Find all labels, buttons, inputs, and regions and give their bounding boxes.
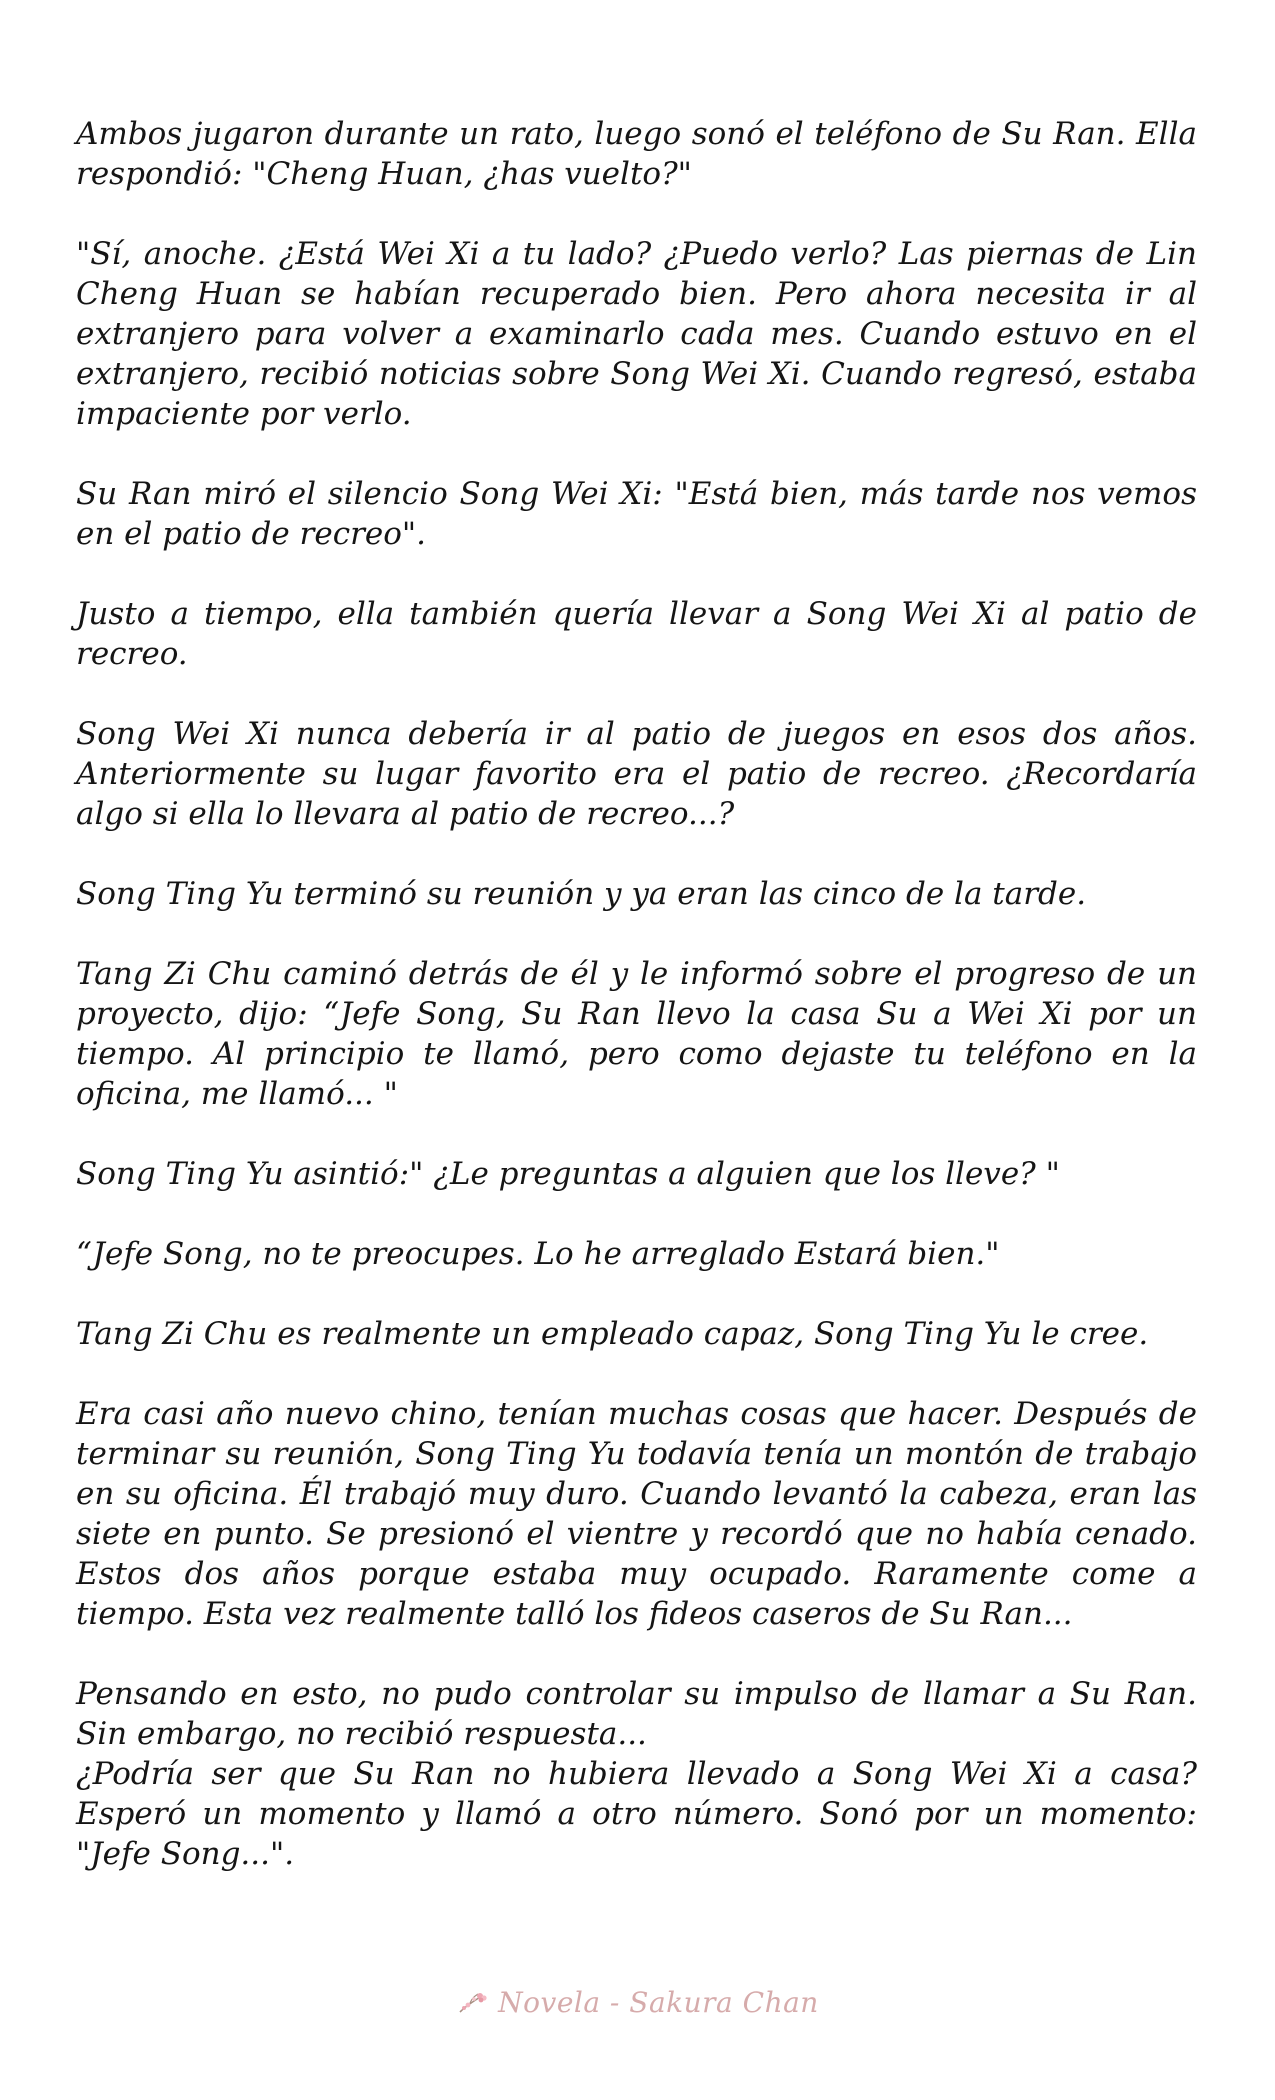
paragraph: Song Wei Xi nunca debería ir al patio de juegos en esos dos años. Anteriormente su lugar favorito era el patio de recreo. ¿Recordaría algo si ella lo llevara al patio de recreo...? — [76, 716, 1197, 832]
paragraph: Ambos jugaron durante un rato, luego sonó el teléfono de Su Ran. Ella respondió: "Cheng Huan, ¿has vuelto?" — [76, 116, 1197, 192]
paragraph: Era casi año nuevo chino, tenían muchas cosas que hacer. Después de terminar su reunión, Song Ting Yu todavía tenía un montón de trabajo en su oficina. Él trabajó muy duro. Cuando levantó la cabeza, eran las siete en punto. Se presionó el vientre y recordó que no había cenado. Estos dos años porque estaba muy ocupado. Raramente come a tiempo. Esta vez realmente talló los fideos caseros de Su Ran... — [76, 1396, 1197, 1632]
paragraph: Pensando en esto, no pudo controlar su impulso de llamar a Su Ran. Sin embargo, no recibió respuesta... — [76, 1676, 1197, 1752]
paragraph: ¿Podría ser que Su Ran no hubiera llevado a Song Wei Xi a casa? Esperó un momento y llamó a otro número. Sonó por un momento: "Jefe Song...". — [76, 1756, 1197, 1872]
paragraph: Tang Zi Chu es realmente un empleado capaz, Song Ting Yu le cree. — [76, 1316, 1149, 1352]
paragraph: Su Ran miró el silencio Song Wei Xi: "Está bien, más tarde nos vemos en el patio de recreo". — [76, 476, 1197, 552]
watermark-text: Novela - Sakura Chan — [498, 1986, 819, 2019]
paragraph: "Sí, anoche. ¿Está Wei Xi a tu lado? ¿Puedo verlo? Las piernas de Lin Cheng Huan se habían recuperado bien. Pero ahora necesita ir al extranjero para volver a examinarlo cada mes. Cuando estuvo en el extranjero, recibió noticias sobre Song Wei Xi. Cuando regresó, estaba impaciente por verlo. — [76, 236, 1197, 432]
paragraph: Song Ting Yu terminó su reunión y ya eran las cinco de la tarde. — [76, 876, 1087, 912]
sakura-blossom-icon — [456, 1988, 490, 2018]
paragraph: Song Ting Yu asintió:" ¿Le preguntas a alguien que los lleve? " — [76, 1156, 1060, 1192]
paragraph: Tang Zi Chu caminó detrás de él y le informó sobre el progreso de un proyecto, dijo: “Jefe Song, Su Ran llevo la casa Su a Wei Xi por un tiempo. Al principio te llamó, pero como dejaste tu teléfono en la oficina, me llamó... " — [76, 956, 1197, 1112]
paragraph: Justo a tiempo, ella también quería llevar a Song Wei Xi al patio de recreo. — [76, 596, 1197, 672]
story-text — [76, 114, 1197, 1874]
paragraph: “Jefe Song, no te preocupes. Lo he arreglado Estará bien." — [76, 1236, 1000, 1272]
watermark — [0, 1986, 1275, 2019]
